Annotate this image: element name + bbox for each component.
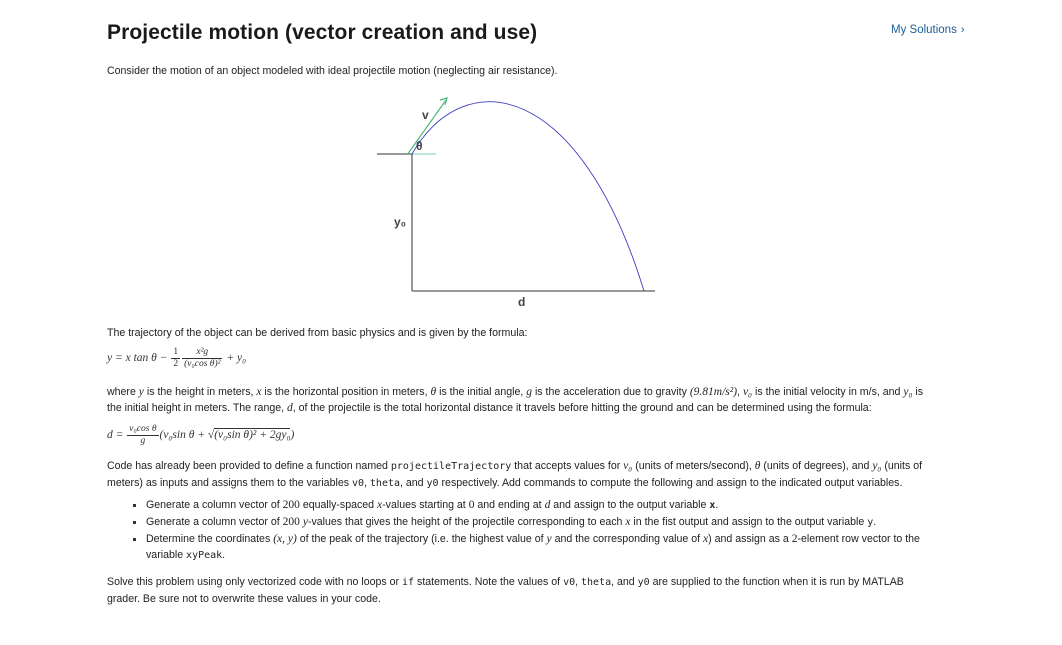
trajectory-curve [412,102,644,291]
list-item: Generate a column vector of 200 y-values that gives the height of the projectile corresponding to each x in the fist output and assign to the output variable y. [130,514,930,531]
chevron-right-icon: › [960,24,965,36]
function-name: projectileTrajectory [390,461,512,472]
page-title: Projectile motion (vector creation and use) [107,21,538,44]
label-y0: y₀ [394,215,407,229]
variables-description: where y is the height in meters, x is the horizontal position in meters, θ is the initial angle, g is the acceleration due to gravity (9.81m/s²), v₀ is the initial velocity in m/s, and y₀ is the initial height in meters. The range, d, of the projectile is the total horizontal distance it travels before hitting the ground and can be determined using the formula: [107,386,924,414]
intro-text: Consider the motion of an object modeled with ideal projectile motion (neglecting air resistance). [107,65,558,77]
trajectory-equation: y = x tan θ − $\frac{1}{2}$ $\frac{\text{x²g}}{\text{(v₀cos θ)²}}$ + y₀ [107,347,247,369]
my-solutions-link[interactable] [891,24,965,36]
task-list [130,497,930,564]
label-theta: θ [416,139,423,153]
list-item: Determine the coordinates (x, y) of the peak of the trajectory (i.e. the highest value of y and the corresponding value of x) and assign as a 2-element row vector to the variable xyPeak. [130,531,930,564]
projectile-diagram [370,92,670,314]
code-description: Code has already been provided to define a function named projectileTrajectory that accepts values for v₀ (units of meters/second), θ (units of degrees), and y₀ (units of meters) as inputs and assigns them to the variables v0, theta, and y0 respectively. Add commands to compute the following and assign to the indicated output variables. [107,460,923,489]
label-v: v [422,108,429,122]
label-d: d [518,295,526,309]
final-instructions: Solve this problem using only vectorized code with no loops or if statements. Note the values of v0, theta, and y0 are supplied to the function when it is run by MATLAB grader. Be sure not to overwrite these values in your code. [107,576,904,605]
list-item: Generate a column vector of 200 equally-spaced x-values starting at 0 and ending at d and assign to the output variable x. [130,497,930,514]
range-equation: d = $\frac{\text{v₀cos θ}}{g}$ (v₀sin θ + √(v₀sin θ)² + 2gy₀) [107,424,295,446]
my-solutions-label: My Solutions [891,24,957,36]
formula-intro: The trajectory of the object can be derived from basic physics and is given by the formula: [107,327,528,339]
